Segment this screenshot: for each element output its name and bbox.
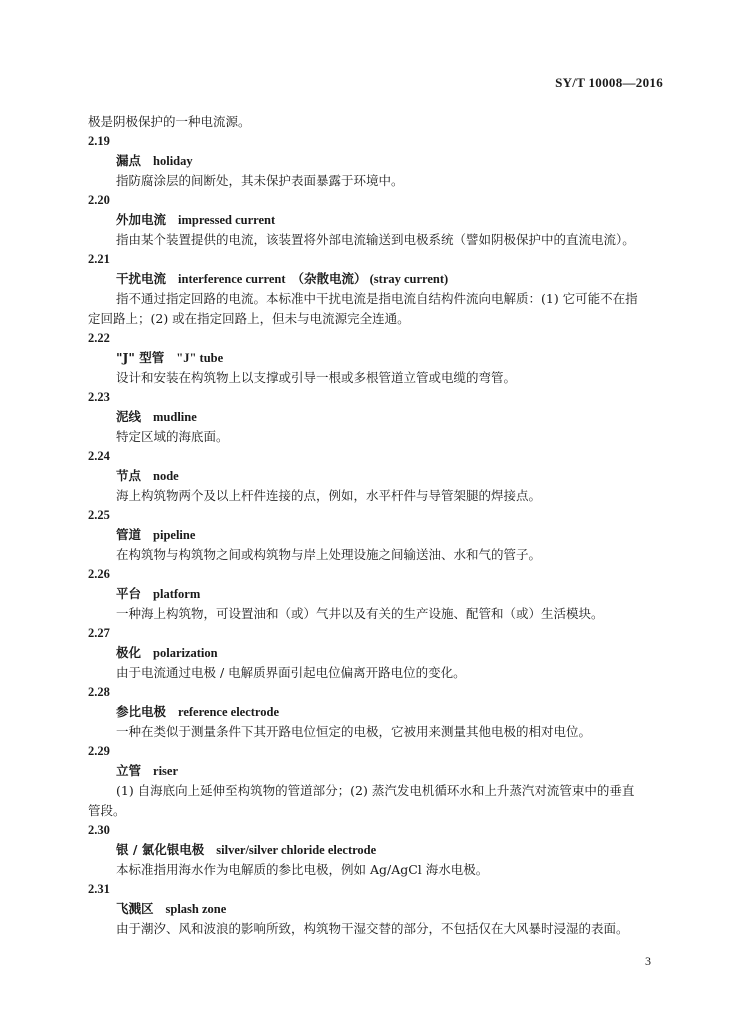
term-definition xyxy=(88,604,668,624)
term-entry xyxy=(88,447,668,506)
term-heading xyxy=(88,584,668,604)
page-number: 3 xyxy=(645,954,651,968)
definition-line: (1) 自海底向上延伸至构筑物的管道部分；(2) 蒸汽发电机循环水和上升蒸汽对流管束中的垂直 xyxy=(116,783,635,798)
term-entry xyxy=(88,821,668,880)
term-chinese: 节点 xyxy=(116,468,142,483)
term-definition xyxy=(88,486,668,506)
definition-line: 在构筑物与构筑物之间或构筑物与岸上处理设施之间输送油、水和气的管子。 xyxy=(116,547,542,562)
definition-line-continued: 管段。 xyxy=(88,803,126,818)
term-chinese: 银 / 氯化银电极 xyxy=(116,842,205,857)
definition-line: 由于潮汐、风和波浪的影响所致，构筑物干湿交替的部分，不包括仅在大风暴时浸湿的表面。 xyxy=(116,921,629,936)
definition-line-continued: 定回路上；(2) 或在指定回路上，但未与电流源完全连通。 xyxy=(88,311,410,326)
term-entries xyxy=(88,132,668,939)
definition-line: 一种在类似于测量条件下其开路电位恒定的电极，它被用来测量其他电极的相对电位。 xyxy=(116,724,592,739)
term-definition xyxy=(88,289,668,329)
term-heading xyxy=(88,840,668,860)
term-definition xyxy=(88,368,668,388)
term-entry xyxy=(88,742,668,821)
term-number: 2.28 xyxy=(88,685,110,699)
term-definition xyxy=(88,919,668,939)
term-number: 2.30 xyxy=(88,823,110,837)
term-number: 2.24 xyxy=(88,449,110,463)
term-chinese: 立管 xyxy=(116,763,142,778)
term-number: 2.25 xyxy=(88,508,110,522)
term-definition xyxy=(88,545,668,565)
term-heading xyxy=(88,466,668,486)
term-entry xyxy=(88,191,668,250)
definition-line: 特定区域的海底面。 xyxy=(116,429,229,444)
term-english: impressed current xyxy=(178,213,276,227)
term-entry xyxy=(88,250,668,329)
term-number: 2.22 xyxy=(88,331,110,345)
term-number: 2.26 xyxy=(88,567,110,581)
term-definition xyxy=(88,722,668,742)
term-alias: （杂散电流） (stray current) xyxy=(291,272,449,286)
term-english: polarization xyxy=(153,646,218,660)
term-english: platform xyxy=(153,587,201,601)
term-definition xyxy=(88,171,668,191)
definition-line: 由于电流通过电极 / 电解质界面引起电位偏离开路电位的变化。 xyxy=(116,665,466,680)
term-chinese: 漏点 xyxy=(116,153,142,168)
term-english: splash zone xyxy=(165,902,227,916)
definition-line: 指防腐涂层的间断处，其未保护表面暴露于环境中。 xyxy=(116,173,404,188)
term-heading xyxy=(88,702,668,722)
term-heading xyxy=(88,899,668,919)
terms-content xyxy=(88,112,668,939)
term-entry xyxy=(88,506,668,565)
term-chinese: "J" 型管 xyxy=(116,350,165,365)
term-definition xyxy=(88,781,668,821)
term-english: reference electrode xyxy=(178,705,279,719)
term-heading xyxy=(88,348,668,368)
term-english: node xyxy=(153,469,179,483)
term-number: 2.23 xyxy=(88,390,110,404)
definition-line: 本标准指用海水作为电解质的参比电极，例如 Ag/AgCl 海水电极。 xyxy=(116,862,489,877)
definition-line: 指不通过指定回路的电流。本标准中干扰电流是指电流自结构件流向电解质：(1) 它可能不在指 xyxy=(116,291,638,306)
definition-line: 设计和安装在构筑物上以支撑或引导一根或多根管道立管或电缆的弯管。 xyxy=(116,370,517,385)
term-number: 2.20 xyxy=(88,193,110,207)
term-english: holiday xyxy=(153,154,193,168)
definition-line: 一种海上构筑物，可设置油和（或）气井以及有关的生产设施、配管和（或）生活模块。 xyxy=(116,606,604,621)
term-heading xyxy=(88,269,668,289)
term-number: 2.27 xyxy=(88,626,110,640)
term-english: "J" tube xyxy=(176,351,224,365)
term-entry xyxy=(88,565,668,624)
term-english: riser xyxy=(153,764,178,778)
document-code: SY/T 10008—2016 xyxy=(555,75,663,90)
term-heading xyxy=(88,525,668,545)
term-definition xyxy=(88,427,668,447)
term-definition xyxy=(88,663,668,683)
term-english: interference current xyxy=(178,272,286,286)
term-english: mudline xyxy=(153,410,197,424)
term-entry xyxy=(88,624,668,683)
term-heading xyxy=(88,761,668,781)
term-definition xyxy=(88,230,668,250)
term-number: 2.29 xyxy=(88,744,110,758)
term-chinese: 极化 xyxy=(116,645,142,660)
term-entry xyxy=(88,132,668,191)
term-chinese: 飞溅区 xyxy=(116,901,154,916)
definition-line: 指由某个装置提供的电流，该装置将外部电流输送到电极系统（譬如阴极保护中的直流电流）。 xyxy=(116,232,635,247)
term-definition xyxy=(88,860,668,880)
term-chinese: 泥线 xyxy=(116,409,142,424)
term-english: pipeline xyxy=(153,528,196,542)
term-entry xyxy=(88,880,668,939)
definition-line: 海上构筑物两个及以上杆件连接的点，例如，水平杆件与导管架腿的焊接点。 xyxy=(116,488,542,503)
term-number: 2.21 xyxy=(88,252,110,266)
term-heading xyxy=(88,407,668,427)
term-heading xyxy=(88,210,668,230)
term-entry xyxy=(88,329,668,388)
term-chinese: 平台 xyxy=(116,586,142,601)
term-chinese: 外加电流 xyxy=(116,212,167,227)
intro-line: 极是阴极保护的一种电流源。 xyxy=(88,114,251,129)
term-chinese: 干扰电流 xyxy=(116,271,167,286)
term-chinese: 管道 xyxy=(116,527,142,542)
term-heading xyxy=(88,151,668,171)
term-entry xyxy=(88,683,668,742)
term-chinese: 参比电极 xyxy=(116,704,167,719)
term-english: silver/silver chloride electrode xyxy=(216,843,377,857)
term-heading xyxy=(88,643,668,663)
term-number: 2.31 xyxy=(88,882,110,896)
term-entry xyxy=(88,388,668,447)
term-number: 2.19 xyxy=(88,134,110,148)
